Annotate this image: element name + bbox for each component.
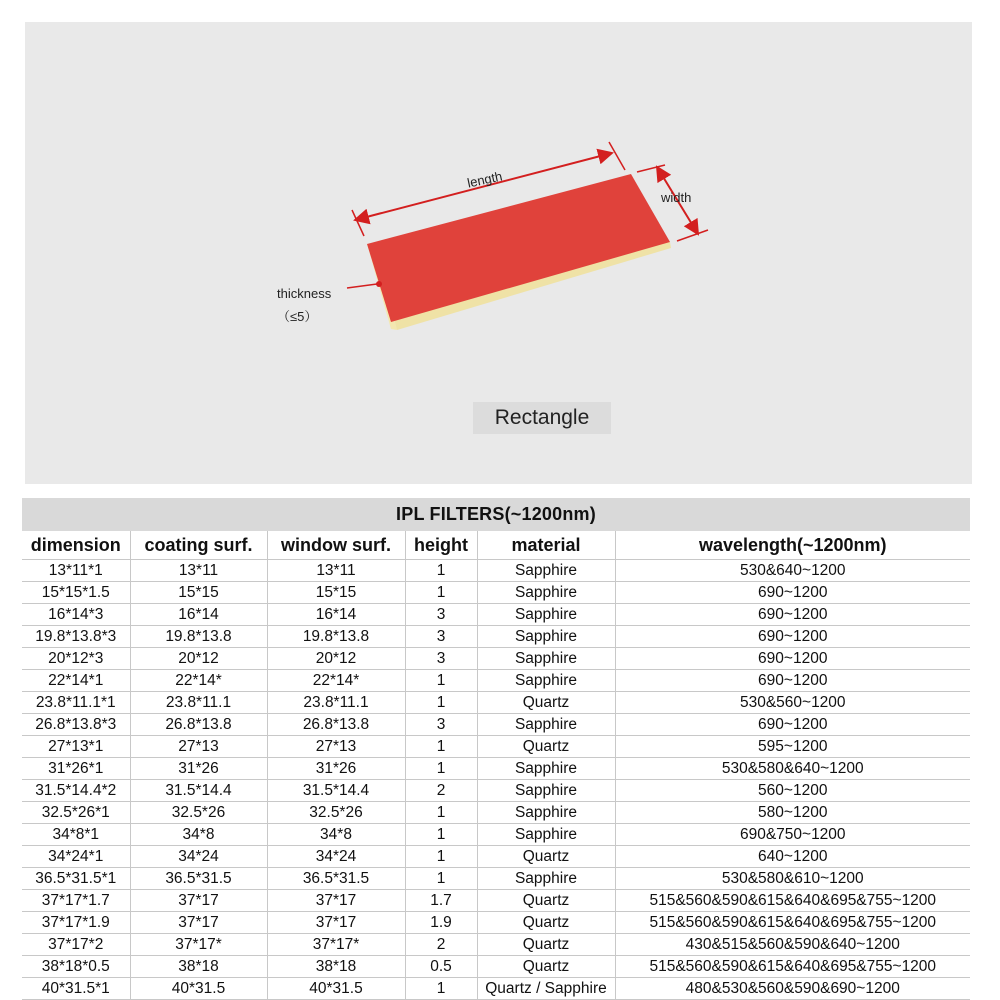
cell-dimension: 31*26*1 bbox=[22, 758, 130, 780]
cell-dimension: 15*15*1.5 bbox=[22, 582, 130, 604]
cell-height: 1 bbox=[405, 846, 477, 868]
cell-height: 1 bbox=[405, 582, 477, 604]
cell-dimension: 16*14*3 bbox=[22, 604, 130, 626]
cell-coating-surf: 16*14 bbox=[130, 604, 267, 626]
cell-window-surf: 32.5*26 bbox=[267, 802, 405, 824]
cell-height: 3 bbox=[405, 648, 477, 670]
cell-coating-surf: 37*17 bbox=[130, 890, 267, 912]
cell-material: Sapphire bbox=[477, 868, 615, 890]
table-row bbox=[22, 868, 970, 890]
header-dimension: dimension bbox=[22, 531, 130, 560]
cell-dimension: 27*13*1 bbox=[22, 736, 130, 758]
cell-height: 1 bbox=[405, 868, 477, 890]
cell-window-surf: 37*17* bbox=[267, 934, 405, 956]
table-row bbox=[22, 846, 970, 868]
cell-wavelength: 690~1200 bbox=[615, 670, 970, 692]
cell-window-surf: 13*11 bbox=[267, 560, 405, 582]
thickness-pointer bbox=[347, 284, 377, 288]
table-row bbox=[22, 824, 970, 846]
cell-height: 1.7 bbox=[405, 890, 477, 912]
cell-wavelength: 580~1200 bbox=[615, 802, 970, 824]
cell-window-surf: 34*8 bbox=[267, 824, 405, 846]
table-row bbox=[22, 626, 970, 648]
cell-height: 1 bbox=[405, 692, 477, 714]
table-row bbox=[22, 956, 970, 978]
cell-wavelength: 480&530&560&590&690~1200 bbox=[615, 978, 970, 1000]
cell-dimension: 19.8*13.8*3 bbox=[22, 626, 130, 648]
cell-coating-surf: 37*17 bbox=[130, 912, 267, 934]
thickness-limit-label: （≤5） bbox=[277, 309, 318, 324]
cell-material: Sapphire bbox=[477, 802, 615, 824]
cell-wavelength: 430&515&560&590&640~1200 bbox=[615, 934, 970, 956]
cell-height: 1 bbox=[405, 802, 477, 824]
cell-wavelength: 690~1200 bbox=[615, 626, 970, 648]
cell-window-surf: 19.8*13.8 bbox=[267, 626, 405, 648]
length-label: length bbox=[465, 168, 504, 191]
cell-height: 1 bbox=[405, 978, 477, 1000]
cell-dimension: 23.8*11.1*1 bbox=[22, 692, 130, 714]
cell-material: Sapphire bbox=[477, 714, 615, 736]
table-row bbox=[22, 648, 970, 670]
cell-dimension: 38*18*0.5 bbox=[22, 956, 130, 978]
ipl-filter-table bbox=[22, 498, 970, 1000]
cell-dimension: 20*12*3 bbox=[22, 648, 130, 670]
cell-material: Sapphire bbox=[477, 626, 615, 648]
cell-height: 3 bbox=[405, 714, 477, 736]
table-header-row bbox=[22, 531, 970, 560]
cell-window-surf: 37*17 bbox=[267, 890, 405, 912]
cell-window-surf: 20*12 bbox=[267, 648, 405, 670]
cell-material: Sapphire bbox=[477, 824, 615, 846]
cell-coating-surf: 23.8*11.1 bbox=[130, 692, 267, 714]
cell-wavelength: 530&640~1200 bbox=[615, 560, 970, 582]
cell-material: Sapphire bbox=[477, 780, 615, 802]
cell-material: Quartz / Sapphire bbox=[477, 978, 615, 1000]
cell-material: Quartz bbox=[477, 736, 615, 758]
cell-material: Sapphire bbox=[477, 582, 615, 604]
cell-height: 1 bbox=[405, 736, 477, 758]
cell-window-surf: 36.5*31.5 bbox=[267, 868, 405, 890]
cell-wavelength: 690~1200 bbox=[615, 714, 970, 736]
cell-coating-surf: 26.8*13.8 bbox=[130, 714, 267, 736]
cell-material: Sapphire bbox=[477, 648, 615, 670]
header-window-surf: window surf. bbox=[267, 531, 405, 560]
cell-material: Quartz bbox=[477, 846, 615, 868]
table-row bbox=[22, 670, 970, 692]
filter-face bbox=[367, 174, 670, 322]
cell-window-surf: 22*14* bbox=[267, 670, 405, 692]
cell-dimension: 40*31.5*1 bbox=[22, 978, 130, 1000]
table-row bbox=[22, 978, 970, 1000]
shape-caption: Rectangle bbox=[473, 402, 611, 434]
cell-height: 2 bbox=[405, 934, 477, 956]
cell-wavelength: 690~1200 bbox=[615, 648, 970, 670]
cell-material: Quartz bbox=[477, 692, 615, 714]
cell-height: 1 bbox=[405, 758, 477, 780]
cell-material: Quartz bbox=[477, 956, 615, 978]
cell-coating-surf: 31*26 bbox=[130, 758, 267, 780]
header-wavelength: wavelength(~1200nm) bbox=[615, 531, 970, 560]
cell-window-surf: 34*24 bbox=[267, 846, 405, 868]
cell-height: 0.5 bbox=[405, 956, 477, 978]
cell-wavelength: 515&560&590&615&640&695&755~1200 bbox=[615, 956, 970, 978]
cell-coating-surf: 13*11 bbox=[130, 560, 267, 582]
cell-dimension: 22*14*1 bbox=[22, 670, 130, 692]
cell-material: Sapphire bbox=[477, 758, 615, 780]
cell-coating-surf: 31.5*14.4 bbox=[130, 780, 267, 802]
cell-dimension: 36.5*31.5*1 bbox=[22, 868, 130, 890]
cell-dimension: 37*17*1.9 bbox=[22, 912, 130, 934]
cell-coating-surf: 37*17* bbox=[130, 934, 267, 956]
cell-material: Sapphire bbox=[477, 604, 615, 626]
cell-height: 1 bbox=[405, 824, 477, 846]
table-row bbox=[22, 604, 970, 626]
header-material: material bbox=[477, 531, 615, 560]
cell-height: 1 bbox=[405, 560, 477, 582]
cell-dimension: 34*8*1 bbox=[22, 824, 130, 846]
cell-coating-surf: 34*8 bbox=[130, 824, 267, 846]
header-height: height bbox=[405, 531, 477, 560]
table-row bbox=[22, 560, 970, 582]
header-coating-surf: coating surf. bbox=[130, 531, 267, 560]
table-body bbox=[22, 560, 970, 1000]
cell-dimension: 31.5*14.4*2 bbox=[22, 780, 130, 802]
width-label: width bbox=[661, 190, 692, 205]
table-row bbox=[22, 912, 970, 934]
cell-wavelength: 690&750~1200 bbox=[615, 824, 970, 846]
cell-window-surf: 15*15 bbox=[267, 582, 405, 604]
cell-dimension: 37*17*2 bbox=[22, 934, 130, 956]
table-row bbox=[22, 934, 970, 956]
cell-material: Sapphire bbox=[477, 670, 615, 692]
cell-height: 2 bbox=[405, 780, 477, 802]
cell-material: Sapphire bbox=[477, 560, 615, 582]
cell-wavelength: 560~1200 bbox=[615, 780, 970, 802]
cell-dimension: 34*24*1 bbox=[22, 846, 130, 868]
cell-coating-surf: 40*31.5 bbox=[130, 978, 267, 1000]
cell-dimension: 32.5*26*1 bbox=[22, 802, 130, 824]
cell-window-surf: 37*17 bbox=[267, 912, 405, 934]
table-row bbox=[22, 780, 970, 802]
cell-window-surf: 23.8*11.1 bbox=[267, 692, 405, 714]
cell-coating-surf: 38*18 bbox=[130, 956, 267, 978]
filter-illustration bbox=[25, 22, 972, 484]
cell-window-surf: 27*13 bbox=[267, 736, 405, 758]
cell-window-surf: 31.5*14.4 bbox=[267, 780, 405, 802]
table-row bbox=[22, 714, 970, 736]
cell-wavelength: 515&560&590&615&640&695&755~1200 bbox=[615, 890, 970, 912]
table-row bbox=[22, 890, 970, 912]
cell-window-surf: 16*14 bbox=[267, 604, 405, 626]
cell-window-surf: 31*26 bbox=[267, 758, 405, 780]
table-row bbox=[22, 582, 970, 604]
cell-wavelength: 530&580&610~1200 bbox=[615, 868, 970, 890]
cell-coating-surf: 32.5*26 bbox=[130, 802, 267, 824]
cell-wavelength: 690~1200 bbox=[615, 604, 970, 626]
table-row bbox=[22, 758, 970, 780]
cell-dimension: 13*11*1 bbox=[22, 560, 130, 582]
cell-window-surf: 40*31.5 bbox=[267, 978, 405, 1000]
cell-wavelength: 530&580&640~1200 bbox=[615, 758, 970, 780]
cell-height: 1.9 bbox=[405, 912, 477, 934]
cell-coating-surf: 19.8*13.8 bbox=[130, 626, 267, 648]
table-row bbox=[22, 692, 970, 714]
table-row bbox=[22, 736, 970, 758]
cell-coating-surf: 34*24 bbox=[130, 846, 267, 868]
cell-height: 3 bbox=[405, 626, 477, 648]
thickness-label: thickness bbox=[277, 286, 332, 301]
cell-coating-surf: 20*12 bbox=[130, 648, 267, 670]
cell-wavelength: 640~1200 bbox=[615, 846, 970, 868]
cell-coating-surf: 22*14* bbox=[130, 670, 267, 692]
cell-wavelength: 690~1200 bbox=[615, 582, 970, 604]
table-row bbox=[22, 802, 970, 824]
table-title: IPL FILTERS(~1200nm) bbox=[22, 498, 970, 531]
cell-coating-surf: 36.5*31.5 bbox=[130, 868, 267, 890]
cell-window-surf: 38*18 bbox=[267, 956, 405, 978]
cell-dimension: 26.8*13.8*3 bbox=[22, 714, 130, 736]
cell-dimension: 37*17*1.7 bbox=[22, 890, 130, 912]
cell-window-surf: 26.8*13.8 bbox=[267, 714, 405, 736]
cell-wavelength: 515&560&590&615&640&695&755~1200 bbox=[615, 912, 970, 934]
cell-material: Quartz bbox=[477, 912, 615, 934]
spec-table bbox=[22, 531, 970, 1000]
cell-material: Quartz bbox=[477, 934, 615, 956]
cell-wavelength: 530&560~1200 bbox=[615, 692, 970, 714]
cell-height: 3 bbox=[405, 604, 477, 626]
cell-material: Quartz bbox=[477, 890, 615, 912]
cell-wavelength: 595~1200 bbox=[615, 736, 970, 758]
cell-height: 1 bbox=[405, 670, 477, 692]
cell-coating-surf: 15*15 bbox=[130, 582, 267, 604]
cell-coating-surf: 27*13 bbox=[130, 736, 267, 758]
